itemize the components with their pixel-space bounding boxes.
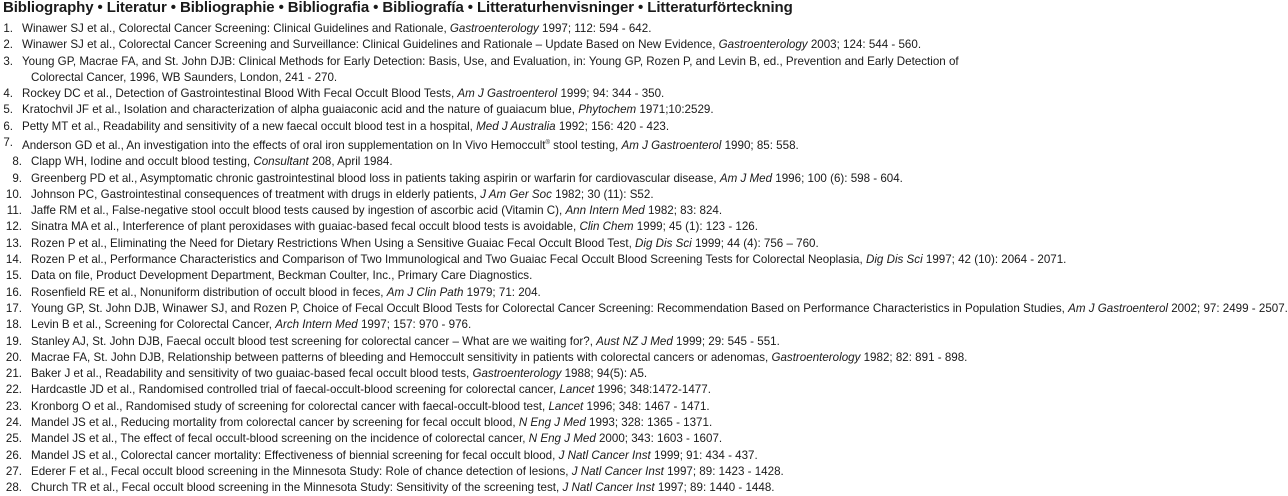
reference-text: 1982; 30 (11): S52. [551, 187, 654, 201]
reference-journal: Aust NZ J Med [596, 334, 673, 348]
reference-item [0, 382, 960, 398]
reference-citation [31, 480, 955, 496]
reference-text: Young GP, St. John DJB, Winawer SJ, and Rozen P, Choice of Fecal Occult Blood Tests for Colorectal Cancer Screening: Recommendation Based on Performance Characteristics in Population Studies, [31, 301, 1069, 315]
reference-citation [31, 448, 955, 464]
reference-citation [31, 203, 955, 219]
reference-journal: Gastroenterology [449, 22, 539, 35]
reference-journal: Gastroenterology [718, 38, 808, 52]
reference-journal: Am J Clin Path [386, 285, 464, 299]
reference-item [0, 119, 960, 135]
reference-text: Winawer SJ et al., Colorectal Cancer Screening: Clinical Guidelines and Rationale, [22, 22, 450, 35]
reference-number: 28. [5, 481, 22, 495]
reference-citation [31, 236, 955, 252]
reference-citation [22, 119, 955, 135]
reference-item [0, 37, 960, 53]
reference-text: Rozen P et al., Eliminating the Need for Dietary Restrictions When Using a Sensitive Guaiac Fecal Occult Blood Test, [31, 236, 636, 250]
reference-journal: Am J Gastroenterol [1068, 301, 1168, 315]
reference-number: 27. [5, 464, 22, 478]
reference-item [0, 252, 1067, 268]
reference-text: 1988; 94(5): A5. [561, 367, 648, 381]
reference-journal: Phytochem [578, 103, 637, 117]
reference-item [0, 334, 960, 350]
reference-text: 208, April 1984. [308, 155, 393, 169]
reference-text: 1982; 83: 824. [644, 204, 723, 218]
reference-number: 18. [5, 318, 22, 332]
reference-text: 1993; 328: 1365 - 1371. [585, 415, 713, 429]
reference-citation [22, 21, 955, 37]
reference-text: Data on file, Product Development Department, Beckman Coulter, Inc., Primary Care Diagnostics. [31, 269, 533, 283]
reference-citation [31, 317, 955, 333]
reference-number: 12. [5, 220, 22, 234]
reference-journal: Consultant [253, 155, 309, 169]
reference-text: Rosenfield RE et al., Nonuniform distribution of occult blood in feces, [31, 285, 387, 299]
reference-number: 24. [5, 415, 22, 429]
reference-text: Petty MT et al., Readability and sensitivity of a new faecal occult blood test in a hospital, [22, 119, 477, 133]
reference-journal: Ann Intern Med [565, 204, 645, 218]
reference-text: Mandel JS et al., Colorectal cancer mortality: Effectiveness of biennial screening for fecal occult blood, [31, 448, 559, 462]
reference-text: 1971;10:2529. [636, 103, 714, 117]
reference-text: Mandel JS et al., Reducing mortality from colorectal cancer by screening for fecal occult blood, [31, 415, 519, 429]
reference-citation [31, 415, 955, 431]
reference-number: 25. [5, 432, 22, 446]
reference-citation [22, 86, 955, 102]
reference-text: 1999; 91: 434 - 437. [650, 448, 758, 462]
reference-number: 10. [5, 187, 22, 201]
reference-text: 1997; 112: 594 - 642. [538, 22, 652, 35]
reference-citation [31, 334, 955, 350]
reference-item [0, 154, 960, 170]
reference-journal: Lancet [559, 383, 595, 397]
reference-number: 5. [3, 103, 13, 117]
reference-text: 1992; 156: 420 - 423. [555, 119, 670, 133]
reference-journal: Gastroenterology [472, 367, 562, 381]
reference-citation [22, 54, 964, 87]
reference-citation [31, 301, 1288, 317]
reference-text: 2002; 97: 2499 - 2507. [1167, 301, 1288, 315]
reference-text: stool testing, [549, 138, 622, 152]
reference-item [0, 399, 960, 415]
reference-item [0, 54, 960, 87]
reference-text: Kratochvil JF et al., Isolation and characterization of alpha guaiaconic acid and the nature of guaiacum blue, [22, 103, 579, 117]
reference-journal: J Natl Cancer Inst [562, 481, 655, 495]
reference-number: 1. [3, 22, 13, 35]
reference-item [0, 285, 960, 301]
reference-text: Ederer F et al., Fecal occult blood screening in the Minnesota Study: Role of chance detection of lesions, [31, 464, 572, 478]
reference-item [0, 203, 960, 219]
reference-item [0, 431, 960, 447]
reference-citation [31, 431, 955, 447]
reference-text: Rozen P et al., Performance Characteristics and Comparison of Two Immunological and Two Guaiac Fecal Occult Blood Screening Tests for Colorectal Neoplasia, [31, 253, 866, 267]
reference-text: Church TR et al., Fecal occult blood screening in the Minnesota Study: Sensitivity of the screening test, [31, 481, 563, 495]
reference-text: 1990; 85: 558. [721, 138, 799, 152]
reference-text: Baker J et al., Readability and sensitivity of two guaiac-based fecal occult blood tests, [31, 367, 473, 381]
reference-item [0, 464, 960, 480]
registered-mark: ® [545, 140, 550, 147]
reference-number: 15. [5, 269, 22, 283]
reference-journal: Dig Dis Sci [635, 236, 692, 250]
reference-item [0, 102, 960, 118]
reference-item [0, 448, 960, 464]
reference-citation [22, 135, 955, 154]
reference-text: 1996; 348:1472-1477. [594, 383, 711, 397]
reference-citation [31, 187, 955, 203]
reference-item [0, 415, 960, 431]
reference-number: 2. [3, 38, 13, 52]
reference-text: 1996; 100 (6): 598 - 604. [772, 171, 903, 185]
reference-text: 1997; 89: 1440 - 1448. [654, 481, 775, 495]
reference-list [0, 21, 1288, 496]
reference-journal: Lancet [548, 399, 584, 413]
reference-text: 1999; 44 (4): 756 – 760. [691, 236, 819, 250]
reference-number: 14. [5, 253, 22, 267]
reference-number: 21. [5, 367, 22, 381]
reference-item [0, 21, 960, 37]
reference-number: 13. [5, 236, 22, 250]
reference-text: Johnson PC, Gastrointestinal consequences of treatment with drugs in elderly patients, [31, 187, 481, 201]
reference-citation [31, 399, 955, 415]
reference-number: 11. [6, 204, 22, 218]
reference-text: Young GP, Macrae FA, and St. John DJB: Clinical Methods for Early Detection: Basis, Use, and Evaluation, in: Young GP, Rozen P, and Levin B, ed., Prevention and Early Detection of Colorectal Cancer, 1996, WB Saunders, London, 241 - 270. [22, 54, 959, 84]
reference-text: 1999; 94: 344 - 350. [557, 87, 665, 101]
reference-number: 23. [5, 399, 22, 413]
reference-journal: Dig Dis Sci [865, 253, 923, 267]
reference-text: 1996; 348: 1467 - 1471. [583, 399, 710, 413]
reference-text: 1979; 71: 204. [463, 285, 541, 299]
reference-number: 17. [5, 301, 22, 315]
reference-journal: Gastroenterology [771, 350, 861, 364]
reference-text: 2003; 124: 544 - 560. [807, 38, 922, 52]
reference-citation [31, 382, 955, 398]
reference-item [0, 236, 960, 252]
reference-item [0, 86, 960, 102]
reference-journal: N Eng J Med [518, 415, 586, 429]
reference-journal: Clin Chem [579, 220, 634, 234]
reference-citation [31, 285, 955, 301]
reference-text: 1999; 29: 545 - 551. [672, 334, 780, 348]
reference-text: Winawer SJ et al., Colorectal Cancer Screening and Surveillance: Clinical Guidelines and Rationale – Update Based on New Evidence, [22, 38, 719, 52]
reference-text: Hardcastle JD et al., Randomised controlled trial of faecal-occult-blood screening for colorectal cancer, [31, 383, 560, 397]
reference-citation [31, 171, 955, 187]
reference-text: Kronborg O et al., Randomised study of screening for colorectal cancer with faecal-occult-blood test, [31, 399, 549, 413]
reference-journal: Am J Gastroenterol [457, 87, 558, 101]
reference-citation [31, 268, 955, 284]
reference-number: 19. [5, 334, 22, 348]
reference-number: 4. [3, 87, 13, 101]
reference-item [0, 480, 960, 496]
reference-text: 1999; 45 (1): 123 - 126. [633, 220, 758, 234]
reference-citation [31, 464, 955, 480]
reference-text: Clapp WH, Iodine and occult blood testing, [31, 155, 254, 169]
reference-journal: Med J Australia [476, 119, 556, 133]
reference-number: 20. [5, 350, 22, 364]
reference-journal: J Natl Cancer Inst [571, 464, 664, 478]
reference-journal: N Eng J Med [528, 432, 596, 446]
reference-text: Macrae FA, St. John DJB, Relationship between patterns of bleeding and Hemoccult sensitivity in patients with colorectal cancers or adenomas, [31, 350, 772, 364]
reference-text: Levin B et al., Screening for Colorectal Cancer, [31, 318, 276, 332]
reference-journal: Arch Intern Med [275, 318, 358, 332]
reference-text: 1997; 157: 970 - 976. [357, 318, 472, 332]
reference-number: 3. [3, 54, 13, 68]
reference-text: Sinatra MA et al., Interference of plant peroxidases with guaiac-based fecal occult blood tests is avoidable, [31, 220, 580, 234]
reference-text: Anderson GD et al., An investigation into the effects of oral iron supplementation on In Vivo Hemoccult [22, 138, 546, 152]
reference-text: 1997; 89: 1423 - 1428. [663, 464, 784, 478]
reference-citation [31, 154, 955, 170]
reference-text: 2000; 343: 1603 - 1607. [595, 432, 723, 446]
reference-text: Mandel JS et al., The effect of fecal occult-blood screening on the incidence of colorectal cancer, [31, 432, 529, 446]
reference-text: Rockey DC et al., Detection of Gastrointestinal Blood With Fecal Occult Blood Tests, [22, 87, 458, 101]
reference-number: 8. [12, 155, 22, 169]
reference-text: 1982; 82: 891 - 898. [860, 350, 968, 364]
reference-number: 16. [5, 285, 22, 299]
reference-text: Greenberg PD et al., Asymptomatic chronic gastrointestinal blood loss in patients taking aspirin or warfarin for cardiovascular disease, [31, 171, 720, 185]
reference-item [0, 366, 960, 382]
reference-citation [31, 252, 1067, 268]
reference-item [0, 317, 960, 333]
reference-citation [22, 37, 955, 53]
reference-text: Stanley AJ, St. John DJB, Faecal occult blood test screening for colorectal cancer – What are we waiting for?, [31, 334, 597, 348]
reference-journal: J Am Ger Soc [480, 187, 552, 201]
reference-number: 9. [12, 171, 22, 185]
bibliography-heading: Bibliography • Literatur • Bibliographie • Bibliografia • Bibliografía • Litteraturhenvisninger • Litteraturförteckning [3, 0, 793, 16]
reference-item [0, 187, 960, 203]
reference-citation [22, 102, 955, 118]
reference-text: 1997; 42 (10): 2064 - 2071. [922, 253, 1067, 267]
reference-number: 26. [5, 448, 22, 462]
reference-journal: Am J Gastroenterol [621, 138, 722, 152]
reference-item [0, 135, 960, 154]
reference-citation [31, 350, 968, 366]
reference-item [0, 268, 960, 284]
reference-journal: J Natl Cancer Inst [558, 448, 651, 462]
reference-item [0, 171, 960, 187]
reference-number: 7. [3, 136, 13, 150]
reference-item [0, 350, 968, 366]
reference-journal: Am J Med [719, 171, 773, 185]
reference-item [0, 219, 960, 235]
reference-citation [31, 219, 955, 235]
reference-number: 22. [5, 383, 22, 397]
reference-item [0, 301, 1288, 317]
reference-number: 6. [3, 119, 13, 133]
reference-citation [31, 366, 955, 382]
reference-text: Jaffe RM et al., False-negative stool occult blood tests caused by ingestion of ascorbic acid (Vitamin C), [31, 204, 566, 218]
